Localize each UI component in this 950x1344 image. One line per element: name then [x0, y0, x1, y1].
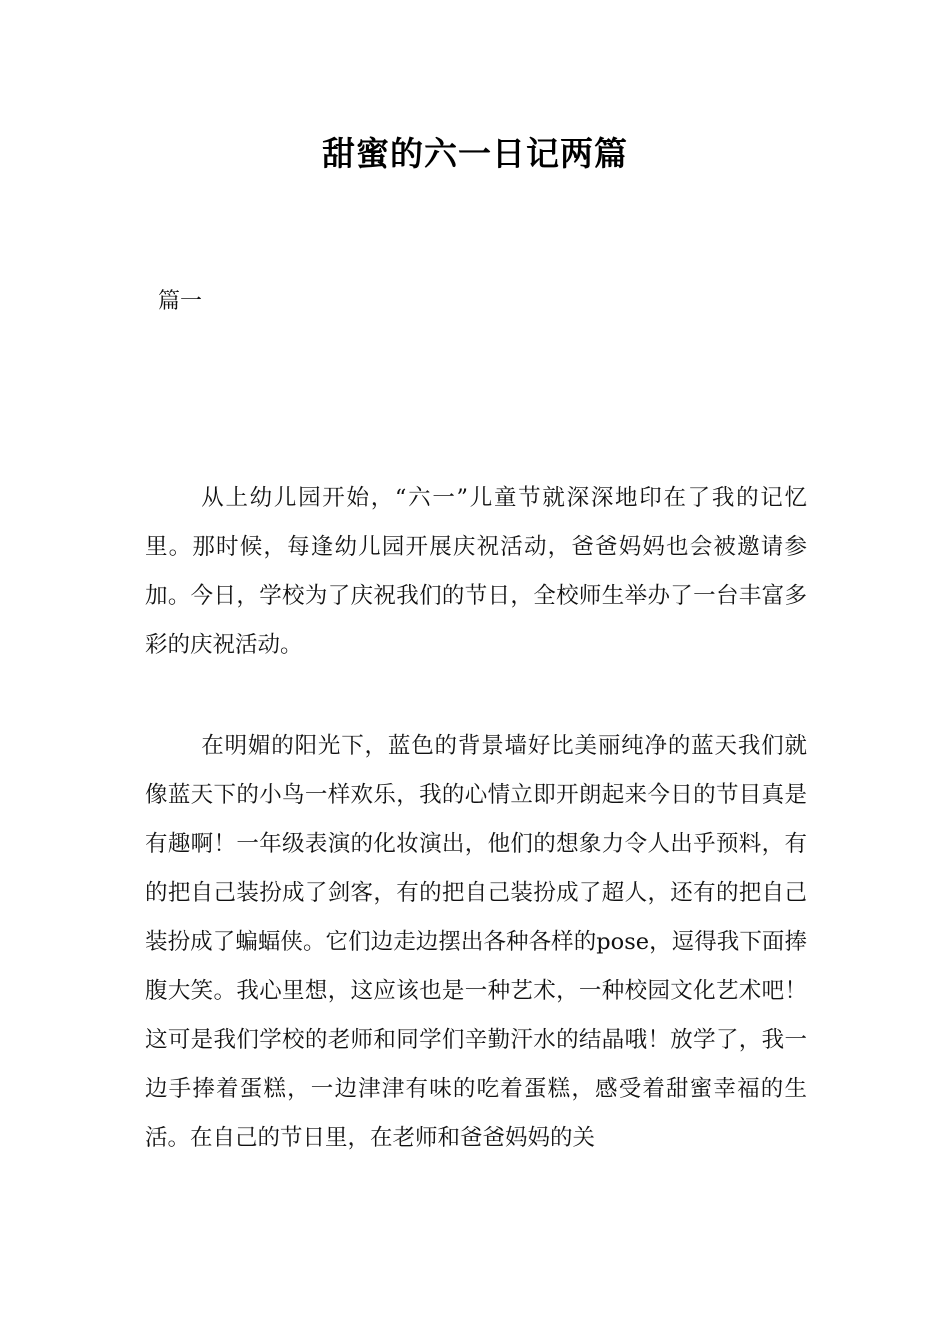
paragraph-1: 从上幼儿园开始，“六一”儿童节就深深地印在了我的记忆里。那时候，每逢幼儿园开展庆祝活动，爸爸妈妈也会被邀请参加。今日，学校为了庆祝我们的节日，全校师生举办了一台丰富多彩的庆祝活动。 — [145, 485, 807, 658]
document-title: 甜蜜的六一日记两篇 — [322, 134, 628, 173]
paragraph-2: 在明媚的阳光下，蓝色的背景墙好比美丽纯净的蓝天我们就像蓝天下的小鸟一样欢乐，我的心情立即开朗起来今日的节目真是有趣啊！一年级表演的化妆演出，他们的想象力令人出乎预料，有的把自己装扮成了剑客，有的把自己装扮成了超人，还有的把自己装扮成了蝙蝠侠。它们边走边摆出各种各样的pose，逗得我下面捧腹大笑。我心里想，这应该也是一种艺术，一种校园文化艺术吧！这可是我们学校的老师和同学们辛勤汗水的结晶哦！放学了，我一边手捧着蛋糕，一边津津有味的吃着蛋糕，感受着甜蜜幸福的生活。在自己的节日里，在老师和爸爸妈妈的关 — [145, 733, 807, 1151]
section-label: 篇一 — [158, 289, 203, 314]
